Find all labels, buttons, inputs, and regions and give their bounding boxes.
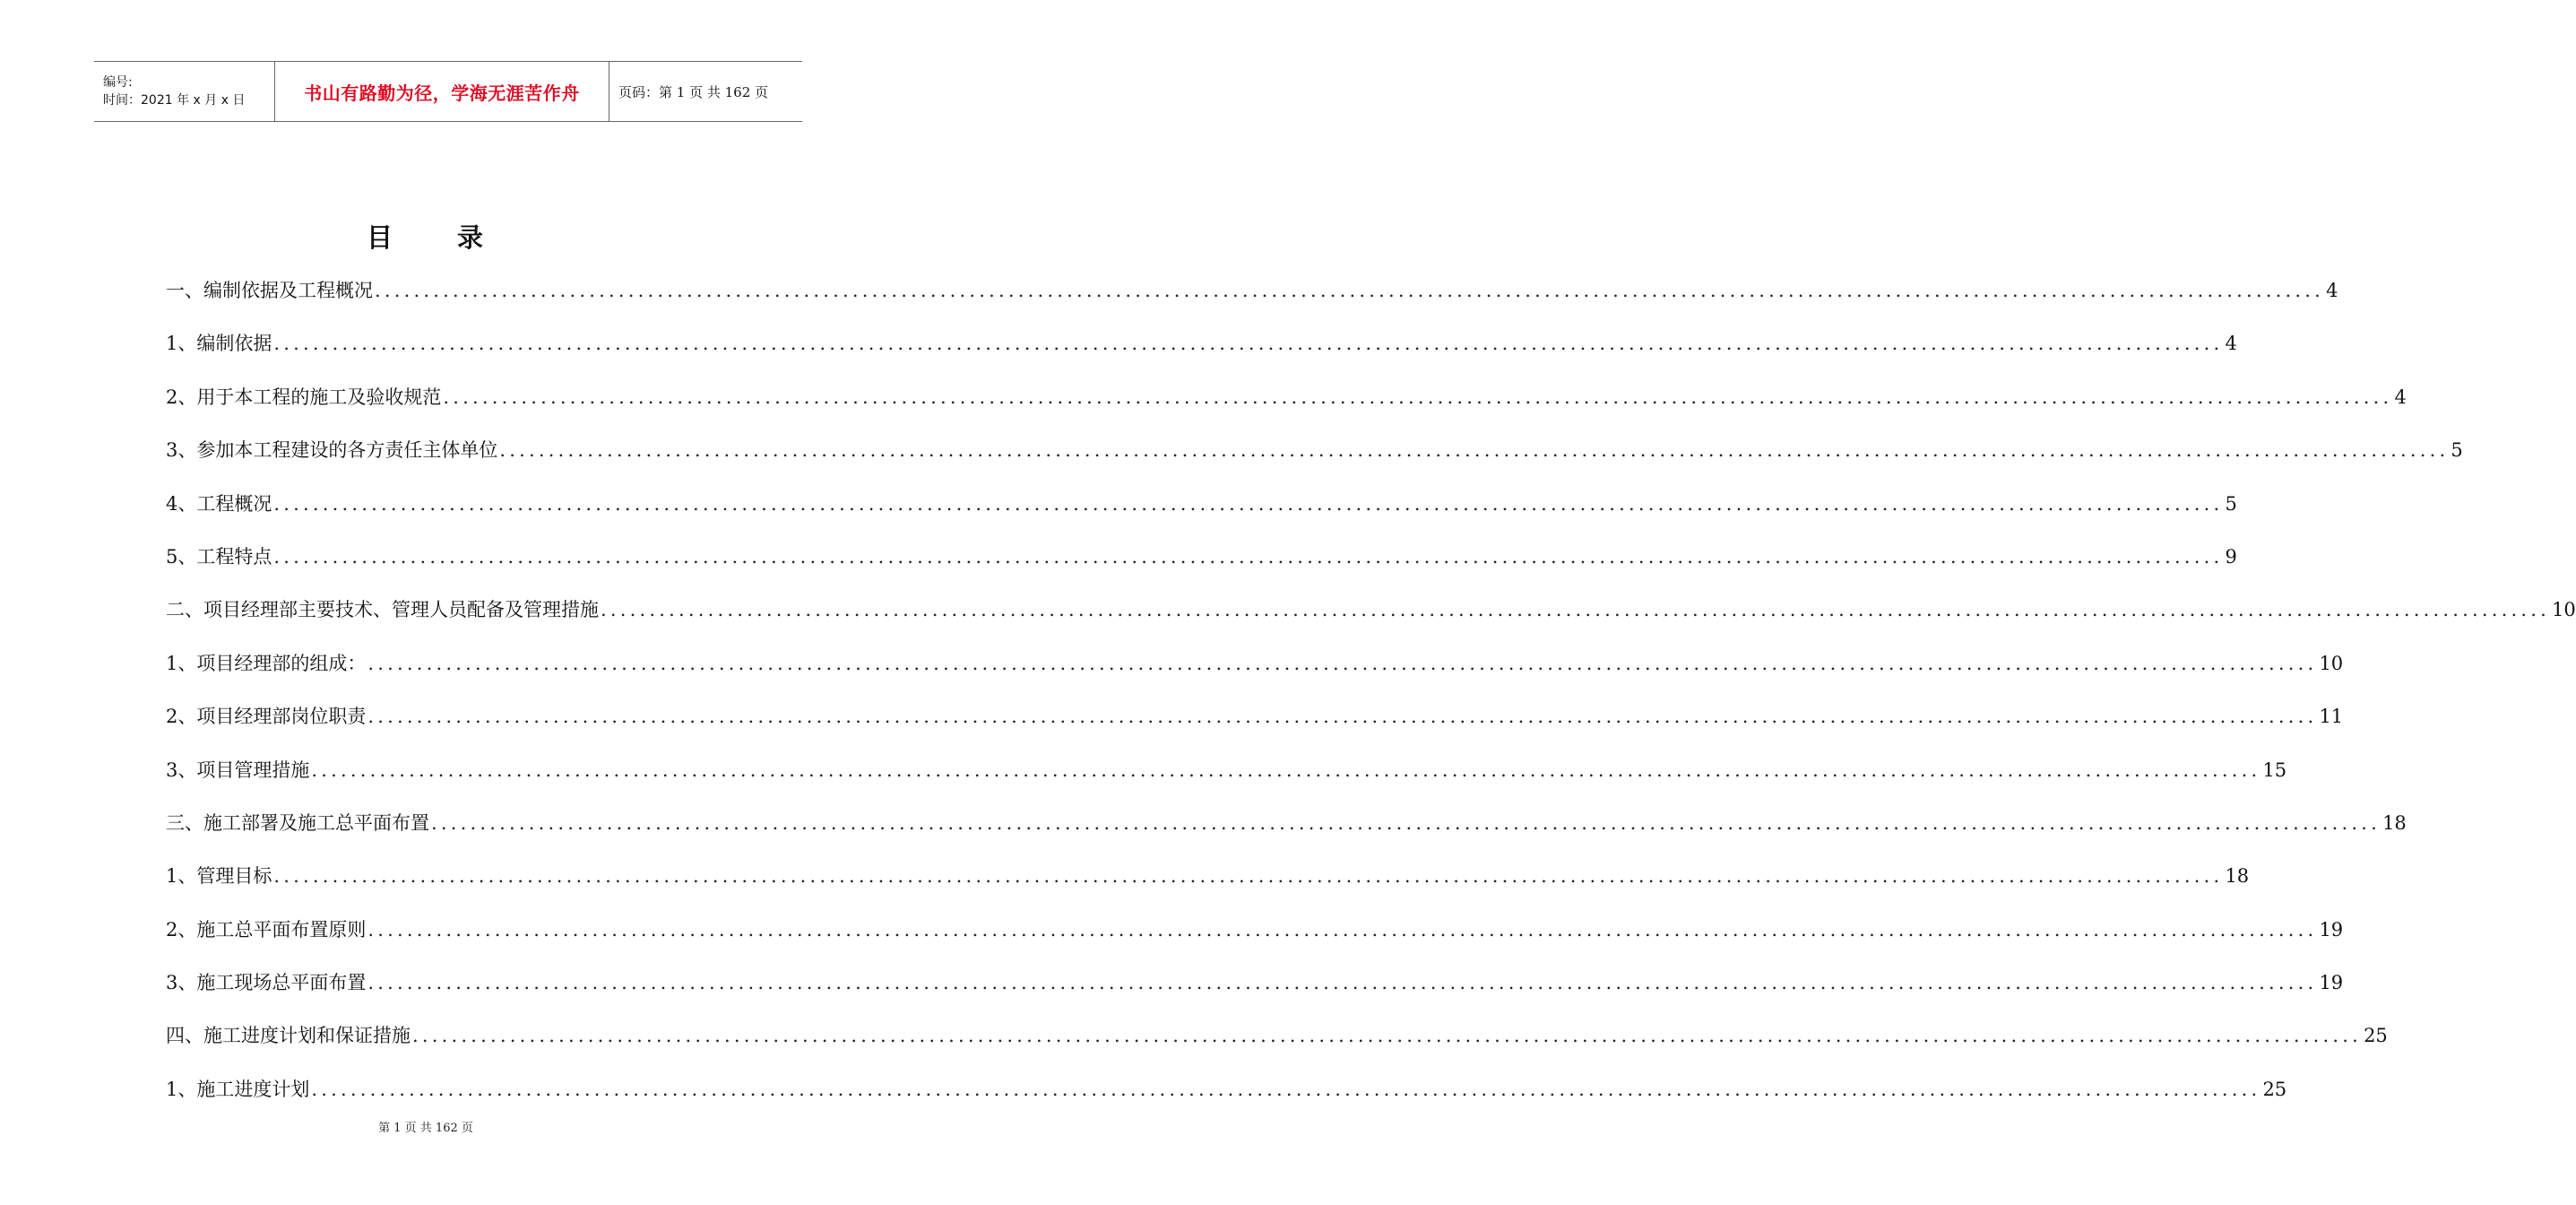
toc-dot-leader: ........................................................................................................................................................................................................ (499, 439, 2450, 462)
toc-entry-page: 4 (2225, 333, 2237, 355)
toc-entry-page: 5 (2225, 492, 2237, 515)
toc-entry-page: 5 (2451, 439, 2463, 462)
toc-entry-page: 18 (2382, 811, 2407, 834)
toc-entry[interactable] (166, 379, 2407, 432)
toc-entry[interactable] (166, 1018, 2388, 1071)
toc-dot-leader: ........................................................................................................................................................................................................ (431, 811, 2382, 834)
toc-entry-label: 4、工程概况 (166, 492, 272, 515)
toc-entry[interactable] (166, 486, 2237, 539)
toc-entry-page: 9 (2225, 545, 2237, 568)
toc-dot-leader: ........................................................................................................................................................................................................ (375, 280, 2325, 301)
toc-entry[interactable] (166, 965, 2344, 1018)
toc-title-right: 录 (457, 222, 486, 253)
toc-entry-page: 10 (2319, 652, 2344, 674)
toc-entry-page: 19 (2319, 972, 2344, 994)
page-header (94, 61, 802, 122)
toc-dot-leader: ........................................................................................................................................................................................................ (273, 545, 2224, 568)
toc-entry[interactable] (166, 592, 2576, 645)
toc-entry-label: 2、施工总平面布置原则 (166, 918, 367, 941)
toc-entry[interactable] (166, 858, 2250, 911)
toc-entry-page: 4 (2326, 280, 2338, 301)
toc-entry-page: 25 (2262, 1078, 2287, 1100)
document-number-label: 编号: (103, 75, 133, 90)
toc-entry-label: 1、施工进度计划 (166, 1078, 310, 1100)
toc-entry-label: 三、施工部署及施工总平面布置 (166, 811, 429, 834)
header-motto: 书山有路勤为径，学海无涯苦作舟 (275, 62, 609, 121)
toc-entry-label: 一、编制依据及工程概况 (166, 280, 373, 301)
toc-entry[interactable] (166, 539, 2237, 592)
toc-entry[interactable] (166, 698, 2344, 751)
toc-dot-leader: ........................................................................................................................................................................................................ (273, 865, 2224, 888)
toc-entry[interactable] (166, 912, 2344, 965)
toc-entry-label: 3、参加本工程建设的各方责任主体单位 (166, 439, 498, 462)
toc-entry[interactable] (166, 805, 2407, 858)
toc-entry-page: 11 (2319, 706, 2344, 728)
toc-entry-page: 18 (2225, 865, 2250, 888)
toc-entry[interactable] (166, 1071, 2287, 1124)
toc-entry-label: 2、用于本工程的施工及验收规范 (166, 386, 442, 408)
toc-entry-page: 15 (2262, 759, 2287, 781)
toc-dot-leader: ........................................................................................................................................................................................................ (367, 706, 2318, 728)
toc-dot-leader: ........................................................................................................................................................................................................ (601, 599, 2551, 621)
toc-entry-label: 1、编制依据 (166, 333, 272, 355)
toc-dot-leader: ........................................................................................................................................................................................................ (273, 333, 2224, 355)
toc-dot-leader: ........................................................................................................................................................................................................ (367, 652, 2318, 674)
toc-entry-page: 10 (2552, 599, 2576, 621)
document-date: 时间：2021 年 x 月 x 日 (103, 93, 246, 108)
toc-dot-leader: ........................................................................................................................................................................................................ (367, 972, 2318, 994)
toc-entry-label: 5、工程特点 (166, 545, 272, 568)
header-page-info: 页码：第 1 页 共 162 页 (618, 83, 769, 100)
toc-dot-leader: ........................................................................................................................................................................................................ (311, 1078, 2261, 1100)
toc-dot-leader: ........................................................................................................................................................................................................ (412, 1025, 2363, 1047)
toc-entry-label: 2、项目经理部岗位职责 (166, 706, 367, 728)
toc-entry-label: 3、施工现场总平面布置 (166, 972, 367, 994)
toc-dot-leader: ........................................................................................................................................................................................................ (311, 759, 2261, 781)
toc-dot-leader: ........................................................................................................................................................................................................ (273, 492, 2224, 515)
toc-entry[interactable] (166, 325, 2237, 378)
toc-entry-page: 4 (2394, 386, 2407, 408)
toc-dot-leader: ........................................................................................................................................................................................................ (367, 918, 2318, 941)
page-footer: 第 1 页 共 162 页 (378, 1122, 473, 1135)
toc-title (0, 218, 851, 255)
toc-entry[interactable] (166, 273, 2338, 325)
toc-entry-label: 四、施工进度计划和保证措施 (166, 1025, 411, 1047)
toc-entry-label: 二、项目经理部主要技术、管理人员配备及管理措施 (166, 599, 599, 621)
toc-entry-label: 1、项目经理部的组成： (166, 652, 367, 674)
toc-entry-label: 1、管理目标 (166, 865, 272, 888)
toc-entry[interactable] (166, 432, 2463, 485)
toc-entry[interactable] (166, 752, 2287, 805)
toc-entry-page: 19 (2319, 918, 2344, 941)
toc-title-left: 目 (366, 222, 394, 253)
toc-entry[interactable] (166, 646, 2344, 698)
toc-entry-label: 3、项目管理措施 (166, 759, 310, 781)
toc-dot-leader: ........................................................................................................................................................................................................ (443, 386, 2393, 408)
toc-entry-page: 25 (2364, 1025, 2388, 1047)
table-of-contents (166, 273, 2576, 1124)
header-meta (94, 62, 275, 121)
